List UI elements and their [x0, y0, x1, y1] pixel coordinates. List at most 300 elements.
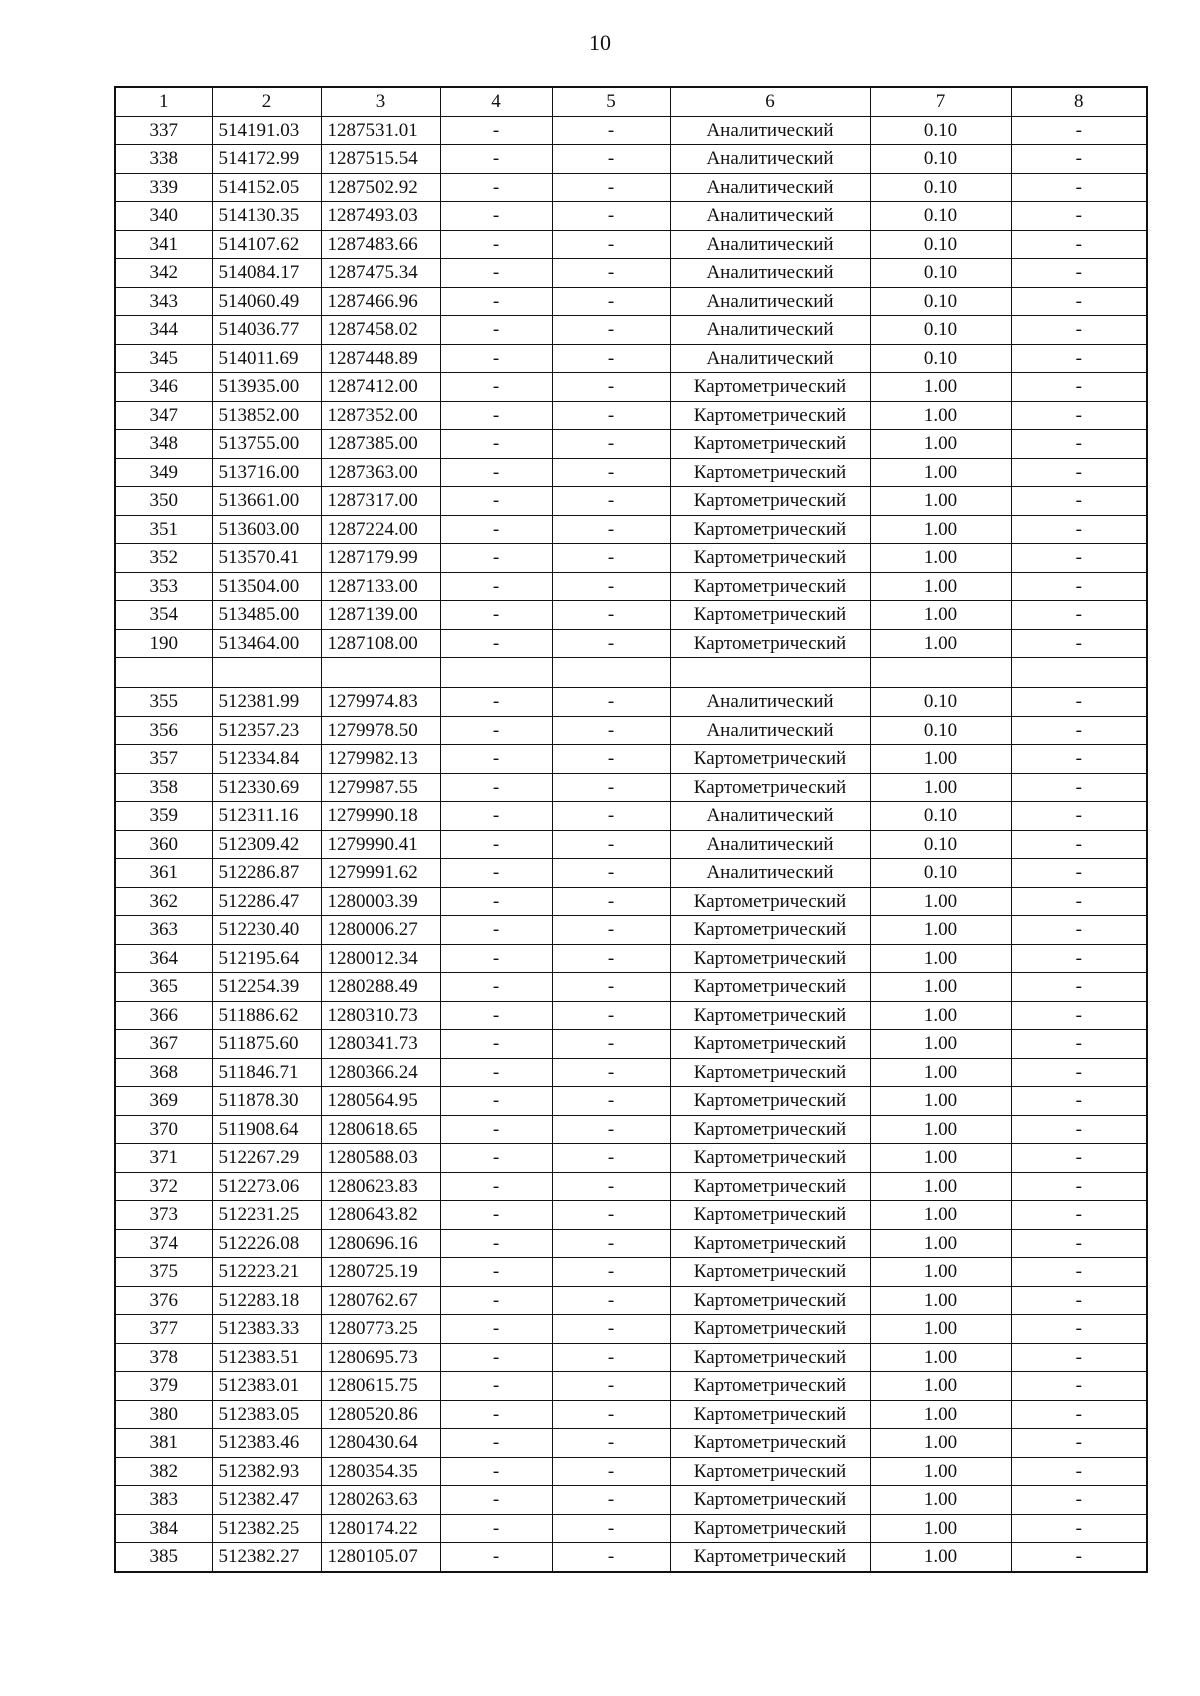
table-cell: Аналитический: [670, 859, 870, 888]
table-cell: -: [440, 316, 552, 345]
table-cell: -: [552, 1058, 670, 1087]
table-row: [115, 401, 1147, 430]
table-cell: -: [552, 629, 670, 658]
table-row: [115, 688, 1147, 717]
table-cell: -: [1011, 916, 1147, 945]
table-row: [115, 1229, 1147, 1258]
column-header: 6: [670, 87, 870, 116]
table-cell: -: [440, 259, 552, 288]
table-cell: 0.10: [870, 802, 1011, 831]
table-cell: 343: [115, 287, 212, 316]
table-cell: 1280263.63: [321, 1486, 440, 1515]
table-cell: 349: [115, 458, 212, 487]
table-cell: -: [552, 1372, 670, 1401]
table-cell: -: [440, 1486, 552, 1515]
table-cell: -: [440, 1343, 552, 1372]
table-cell: -: [440, 973, 552, 1002]
table-cell: 1.00: [870, 458, 1011, 487]
table-cell: 514172.99: [212, 145, 321, 174]
table-cell: -: [440, 1172, 552, 1201]
table-row: [115, 1457, 1147, 1486]
table-cell: -: [440, 887, 552, 916]
table-cell: Картометрический: [670, 1315, 870, 1344]
table-cell: [115, 658, 212, 688]
table-cell: 1.00: [870, 601, 1011, 630]
table-cell: 355: [115, 688, 212, 717]
table-cell: -: [552, 344, 670, 373]
table-cell: -: [552, 515, 670, 544]
table-cell: -: [1011, 802, 1147, 831]
table-cell: 1279991.62: [321, 859, 440, 888]
table-cell: -: [440, 802, 552, 831]
table-cell: -: [552, 401, 670, 430]
table-cell: 341: [115, 230, 212, 259]
table-cell: 340: [115, 202, 212, 231]
table-cell: -: [1011, 1486, 1147, 1515]
table-cell: Аналитический: [670, 830, 870, 859]
table-cell: -: [440, 1087, 552, 1116]
table-cell: 1279990.18: [321, 802, 440, 831]
table-cell: 1.00: [870, 973, 1011, 1002]
table-cell: Аналитический: [670, 259, 870, 288]
table-row: [115, 830, 1147, 859]
column-header: 1: [115, 87, 212, 116]
table-cell: 1287475.34: [321, 259, 440, 288]
table-cell: 1.00: [870, 887, 1011, 916]
table-row: [115, 230, 1147, 259]
table-cell: -: [552, 373, 670, 402]
table-cell: Аналитический: [670, 173, 870, 202]
table-cell: 1.00: [870, 773, 1011, 802]
table-cell: 512383.33: [212, 1315, 321, 1344]
table-cell: -: [440, 1457, 552, 1486]
table-row: [115, 1172, 1147, 1201]
table-cell: [1011, 658, 1147, 688]
table-cell: Картометрический: [670, 544, 870, 573]
table-cell: -: [552, 572, 670, 601]
table-cell: 362: [115, 887, 212, 916]
table-cell: 514060.49: [212, 287, 321, 316]
table-cell: 1287493.03: [321, 202, 440, 231]
table-cell: Картометрический: [670, 1172, 870, 1201]
table-cell: -: [440, 202, 552, 231]
table-cell: 512330.69: [212, 773, 321, 802]
table-cell: -: [1011, 401, 1147, 430]
table-cell: Картометрический: [670, 1144, 870, 1173]
table-row: [115, 658, 1147, 688]
table-cell: -: [1011, 430, 1147, 459]
table-cell: -: [1011, 1087, 1147, 1116]
table-cell: 514084.17: [212, 259, 321, 288]
table-cell: 513570.41: [212, 544, 321, 573]
table-cell: -: [552, 1115, 670, 1144]
column-header: 5: [552, 87, 670, 116]
table-cell: -: [440, 1372, 552, 1401]
table-cell: 353: [115, 572, 212, 601]
table-cell: -: [440, 544, 552, 573]
table-cell: 1.00: [870, 515, 1011, 544]
table-row: [115, 887, 1147, 916]
table-cell: 376: [115, 1286, 212, 1315]
table-row: [115, 1030, 1147, 1059]
table-body: [115, 116, 1147, 1572]
table-cell: -: [552, 1172, 670, 1201]
table-cell: 0.10: [870, 259, 1011, 288]
table-cell: 1.00: [870, 487, 1011, 516]
table-cell: Аналитический: [670, 287, 870, 316]
table-cell: 0.10: [870, 230, 1011, 259]
table-cell: 1.00: [870, 373, 1011, 402]
table-cell: Аналитический: [670, 316, 870, 345]
table-cell: 1.00: [870, 1258, 1011, 1287]
table-cell: 384: [115, 1514, 212, 1543]
table-row: [115, 1486, 1147, 1515]
table-row: [115, 1372, 1147, 1401]
table-cell: Картометрический: [670, 973, 870, 1002]
table-cell: 1.00: [870, 1115, 1011, 1144]
column-header: 8: [1011, 87, 1147, 116]
table-cell: 512309.42: [212, 830, 321, 859]
table-cell: 1280003.39: [321, 887, 440, 916]
table-cell: Картометрический: [670, 430, 870, 459]
table-row: [115, 572, 1147, 601]
table-cell: -: [440, 1258, 552, 1287]
table-cell: -: [552, 1087, 670, 1116]
table-cell: -: [1011, 259, 1147, 288]
table-cell: -: [1011, 601, 1147, 630]
table-cell: 514011.69: [212, 344, 321, 373]
table-cell: 1.00: [870, 572, 1011, 601]
table-cell: -: [440, 287, 552, 316]
table-cell: 1280105.07: [321, 1543, 440, 1572]
table-cell: 0.10: [870, 116, 1011, 145]
table-cell: -: [440, 173, 552, 202]
table-cell: -: [1011, 745, 1147, 774]
table-cell: 0.10: [870, 344, 1011, 373]
table-cell: Картометрический: [670, 1457, 870, 1486]
table-cell: 0.10: [870, 287, 1011, 316]
table-cell: Картометрический: [670, 601, 870, 630]
table-cell: 513464.00: [212, 629, 321, 658]
table-cell: -: [552, 745, 670, 774]
table-cell: 1.00: [870, 745, 1011, 774]
table-cell: 1.00: [870, 1486, 1011, 1515]
table-cell: -: [1011, 1172, 1147, 1201]
table-cell: 1280696.16: [321, 1229, 440, 1258]
table-cell: 1.00: [870, 1429, 1011, 1458]
table-cell: -: [1011, 1343, 1147, 1372]
table-cell: 358: [115, 773, 212, 802]
table-cell: -: [552, 1543, 670, 1572]
table-cell: -: [440, 1115, 552, 1144]
table-cell: 514130.35: [212, 202, 321, 231]
table-cell: 350: [115, 487, 212, 516]
table-row: [115, 944, 1147, 973]
table-cell: 512231.25: [212, 1201, 321, 1230]
table-cell: 1.00: [870, 1087, 1011, 1116]
table-cell: -: [440, 688, 552, 717]
table-cell: Картометрический: [670, 1543, 870, 1572]
table-cell: 1287458.02: [321, 316, 440, 345]
table-row: [115, 859, 1147, 888]
table-cell: -: [440, 430, 552, 459]
table-cell: 1280288.49: [321, 973, 440, 1002]
table-cell: 338: [115, 145, 212, 174]
table-cell: 337: [115, 116, 212, 145]
table-cell: 512286.87: [212, 859, 321, 888]
table-row: [115, 116, 1147, 145]
table-cell: 512273.06: [212, 1172, 321, 1201]
table-row: [115, 316, 1147, 345]
table-row: [115, 1315, 1147, 1344]
table-cell: 1287448.89: [321, 344, 440, 373]
table-cell: Картометрический: [670, 1115, 870, 1144]
table-cell: 512382.47: [212, 1486, 321, 1515]
table-cell: -: [440, 344, 552, 373]
table-cell: [870, 658, 1011, 688]
table-cell: 342: [115, 259, 212, 288]
table-cell: Картометрический: [670, 745, 870, 774]
table-cell: 1287224.00: [321, 515, 440, 544]
table-cell: 514152.05: [212, 173, 321, 202]
table-cell: 512334.84: [212, 745, 321, 774]
table-cell: 1280310.73: [321, 1001, 440, 1030]
table-cell: -: [440, 1315, 552, 1344]
table-cell: 511846.71: [212, 1058, 321, 1087]
table-cell: 1.00: [870, 1457, 1011, 1486]
table-cell: -: [552, 830, 670, 859]
table-cell: Картометрический: [670, 944, 870, 973]
table-cell: 385: [115, 1543, 212, 1572]
table-cell: -: [1011, 1201, 1147, 1230]
table-cell: 1.00: [870, 1315, 1011, 1344]
table-row: [115, 173, 1147, 202]
table-cell: 514107.62: [212, 230, 321, 259]
table-cell: 1279982.13: [321, 745, 440, 774]
table-cell: 339: [115, 173, 212, 202]
table-cell: 1.00: [870, 1201, 1011, 1230]
table-cell: [440, 658, 552, 688]
header-row: [115, 87, 1147, 116]
table-cell: 1280725.19: [321, 1258, 440, 1287]
table-cell: Аналитический: [670, 230, 870, 259]
table-cell: 512311.16: [212, 802, 321, 831]
table-cell: 513935.00: [212, 373, 321, 402]
table-cell: 1.00: [870, 916, 1011, 945]
table-cell: 360: [115, 830, 212, 859]
table-row: [115, 544, 1147, 573]
table-cell: -: [552, 1144, 670, 1173]
table-cell: 1280588.03: [321, 1144, 440, 1173]
table-cell: 1.00: [870, 1400, 1011, 1429]
table-cell: 365: [115, 973, 212, 1002]
table-cell: 1287412.00: [321, 373, 440, 402]
table-cell: -: [440, 1514, 552, 1543]
table-cell: -: [1011, 1001, 1147, 1030]
table-cell: -: [552, 1343, 670, 1372]
table-row: [115, 287, 1147, 316]
table-cell: -: [552, 944, 670, 973]
table-cell: 361: [115, 859, 212, 888]
table-cell: 512383.05: [212, 1400, 321, 1429]
table-cell: Картометрический: [670, 1486, 870, 1515]
table-cell: Аналитический: [670, 202, 870, 231]
table-row: [115, 916, 1147, 945]
table-cell: Картометрический: [670, 1400, 870, 1429]
table-cell: -: [1011, 230, 1147, 259]
table-cell: Картометрический: [670, 1229, 870, 1258]
table-cell: 1.00: [870, 1144, 1011, 1173]
table-row: [115, 202, 1147, 231]
table-cell: Картометрический: [670, 916, 870, 945]
table-cell: -: [552, 544, 670, 573]
table-row: [115, 1001, 1147, 1030]
table-cell: 1280174.22: [321, 1514, 440, 1543]
table-cell: 513716.00: [212, 458, 321, 487]
table-cell: 1287352.00: [321, 401, 440, 430]
table-cell: 512381.99: [212, 688, 321, 717]
table-cell: 1287133.00: [321, 572, 440, 601]
table-row: [115, 458, 1147, 487]
table-cell: 1.00: [870, 1543, 1011, 1572]
table-cell: 513755.00: [212, 430, 321, 459]
table-cell: Картометрический: [670, 572, 870, 601]
table-cell: -: [440, 230, 552, 259]
table-cell: 0.10: [870, 173, 1011, 202]
table-cell: -: [552, 316, 670, 345]
table-cell: -: [1011, 1058, 1147, 1087]
table-cell: Аналитический: [670, 716, 870, 745]
table-cell: 512254.39: [212, 973, 321, 1002]
table-cell: 1.00: [870, 1030, 1011, 1059]
table-cell: -: [1011, 1429, 1147, 1458]
table-cell: 1280006.27: [321, 916, 440, 945]
table-cell: Картометрический: [670, 1258, 870, 1287]
table-cell: 364: [115, 944, 212, 973]
table-cell: 1.00: [870, 544, 1011, 573]
table-cell: -: [1011, 1514, 1147, 1543]
table-cell: 1279990.41: [321, 830, 440, 859]
table-cell: -: [1011, 202, 1147, 231]
table-cell: 354: [115, 601, 212, 630]
table-row: [115, 1144, 1147, 1173]
table-row: [115, 430, 1147, 459]
table-cell: 514191.03: [212, 116, 321, 145]
table-cell: 511875.60: [212, 1030, 321, 1059]
table-cell: -: [440, 401, 552, 430]
table-cell: 356: [115, 716, 212, 745]
table-cell: 1287139.00: [321, 601, 440, 630]
table-cell: 512267.29: [212, 1144, 321, 1173]
table-cell: 1280430.64: [321, 1429, 440, 1458]
table-cell: 190: [115, 629, 212, 658]
table-cell: 513485.00: [212, 601, 321, 630]
coordinates-table: [114, 86, 1148, 1573]
table-cell: 0.10: [870, 145, 1011, 174]
table-cell: -: [552, 1201, 670, 1230]
table-cell: 513852.00: [212, 401, 321, 430]
table-cell: 344: [115, 316, 212, 345]
table-cell: 367: [115, 1030, 212, 1059]
table-cell: [212, 658, 321, 688]
table-cell: 380: [115, 1400, 212, 1429]
table-cell: 1280366.24: [321, 1058, 440, 1087]
table-cell: -: [1011, 688, 1147, 717]
table-cell: 1280643.82: [321, 1201, 440, 1230]
table-cell: -: [1011, 373, 1147, 402]
table-cell: 371: [115, 1144, 212, 1173]
table-cell: 512230.40: [212, 916, 321, 945]
table-cell: 1280341.73: [321, 1030, 440, 1059]
table-cell: -: [1011, 887, 1147, 916]
table-cell: -: [440, 1030, 552, 1059]
table-row: [115, 629, 1147, 658]
table-cell: -: [1011, 629, 1147, 658]
table-cell: 382: [115, 1457, 212, 1486]
table-cell: 1279974.83: [321, 688, 440, 717]
table-cell: 512283.18: [212, 1286, 321, 1315]
table-cell: 511908.64: [212, 1115, 321, 1144]
table-cell: 352: [115, 544, 212, 573]
table-cell: -: [552, 916, 670, 945]
column-header: 3: [321, 87, 440, 116]
table-cell: -: [440, 1144, 552, 1173]
table-row: [115, 773, 1147, 802]
table-cell: 0.10: [870, 859, 1011, 888]
table-cell: -: [552, 173, 670, 202]
table-cell: 377: [115, 1315, 212, 1344]
table-cell: -: [1011, 944, 1147, 973]
table-cell: -: [552, 1315, 670, 1344]
table-cell: -: [1011, 1400, 1147, 1429]
table-cell: 370: [115, 1115, 212, 1144]
table-cell: -: [552, 1514, 670, 1543]
table-cell: -: [1011, 344, 1147, 373]
table-cell: -: [552, 259, 670, 288]
table-cell: Картометрический: [670, 373, 870, 402]
table-cell: -: [552, 1258, 670, 1287]
table-cell: -: [552, 688, 670, 717]
table-cell: 359: [115, 802, 212, 831]
table-cell: -: [552, 1429, 670, 1458]
table-cell: -: [552, 116, 670, 145]
table-cell: Картометрический: [670, 1087, 870, 1116]
table-cell: Картометрический: [670, 401, 870, 430]
table-cell: 1280564.95: [321, 1087, 440, 1116]
table-cell: 1280762.67: [321, 1286, 440, 1315]
table-cell: -: [440, 116, 552, 145]
column-header: 4: [440, 87, 552, 116]
table-cell: 1.00: [870, 1001, 1011, 1030]
table-cell: 373: [115, 1201, 212, 1230]
table-cell: 512382.25: [212, 1514, 321, 1543]
table-cell: -: [440, 572, 552, 601]
table-cell: 512357.23: [212, 716, 321, 745]
table-row: [115, 259, 1147, 288]
table-cell: -: [552, 430, 670, 459]
table-cell: 1287466.96: [321, 287, 440, 316]
table-cell: 1287385.00: [321, 430, 440, 459]
table-cell: -: [1011, 458, 1147, 487]
table-row: [115, 1400, 1147, 1429]
table-cell: 513603.00: [212, 515, 321, 544]
table-cell: 346: [115, 373, 212, 402]
table-cell: 357: [115, 745, 212, 774]
table-cell: 513661.00: [212, 487, 321, 516]
table-cell: Аналитический: [670, 344, 870, 373]
table-row: [115, 973, 1147, 1002]
table-cell: 1280695.73: [321, 1343, 440, 1372]
